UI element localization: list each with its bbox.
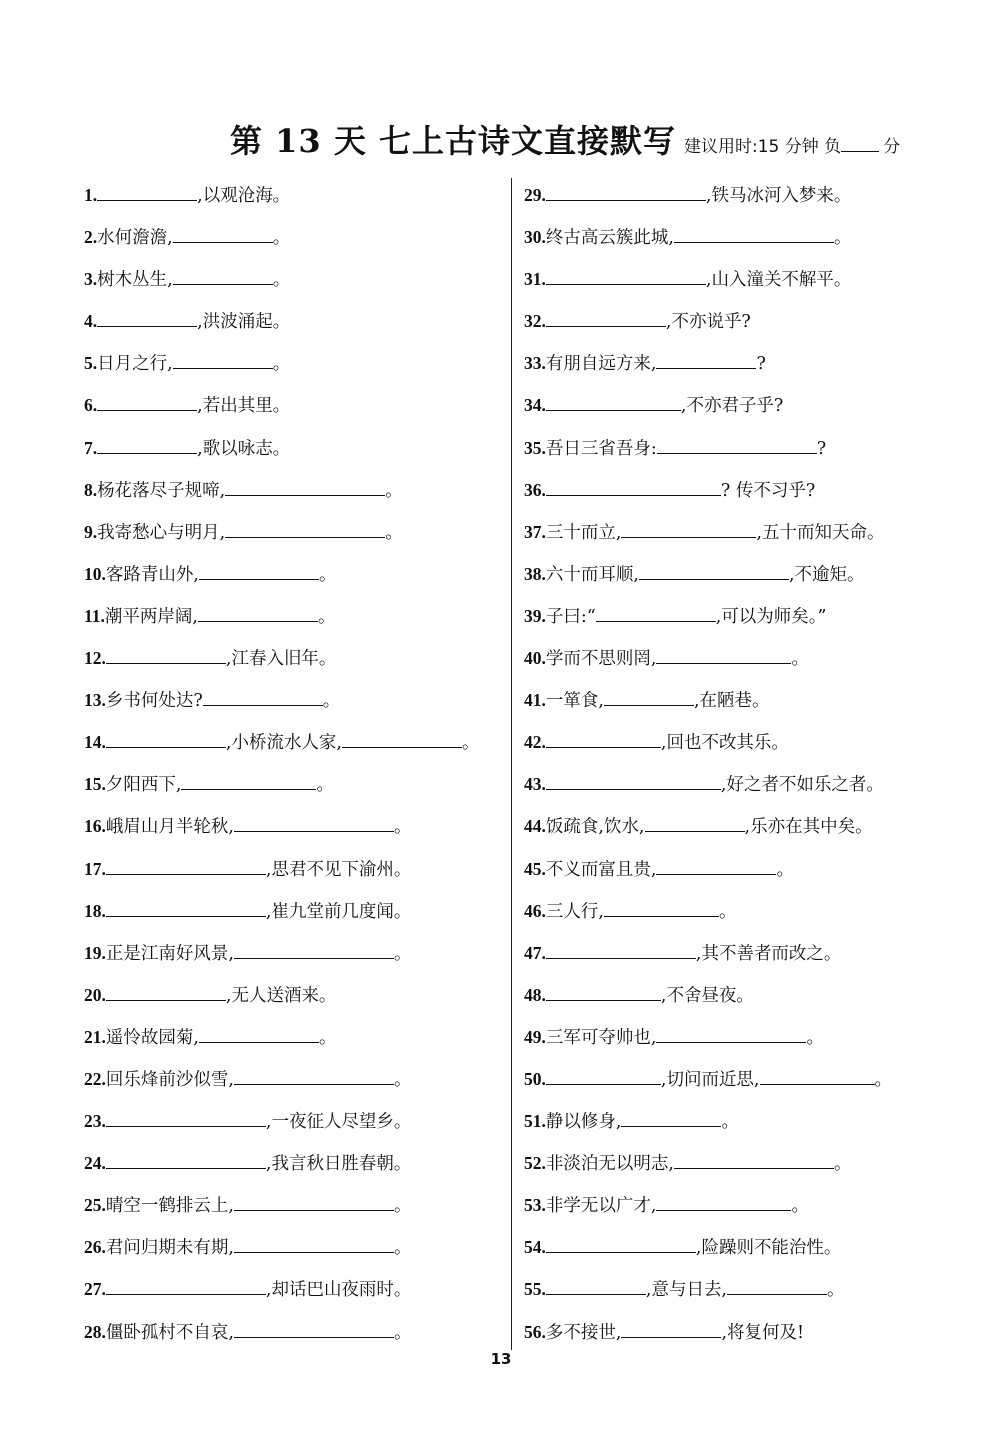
question-prompt-text: 有朋自远方来,	[545, 354, 657, 375]
answer-blank[interactable]	[546, 392, 681, 411]
answer-blank[interactable]	[674, 1150, 834, 1169]
question-item	[84, 1311, 504, 1353]
question-item	[524, 427, 964, 469]
question-number: 52.	[524, 1153, 546, 1174]
answer-blank[interactable]	[106, 982, 226, 1001]
question-prompt-text: 三十而立,	[545, 522, 622, 543]
question-number: 43.	[524, 774, 546, 795]
question-number: 51.	[524, 1111, 546, 1132]
answer-blank[interactable]	[97, 308, 197, 327]
question-following-text: 。	[833, 1154, 852, 1175]
answer-blank[interactable]	[674, 224, 834, 243]
question-prompt-text: 我寄愁心与明月,	[97, 522, 226, 543]
question-item	[524, 1142, 964, 1184]
answer-blank[interactable]	[225, 477, 385, 496]
question-item	[524, 1100, 964, 1142]
question-number: 23.	[84, 1111, 106, 1132]
answer-blank[interactable]	[621, 519, 756, 538]
question-number: 32.	[524, 311, 546, 332]
question-number: 8.	[84, 479, 98, 500]
question-prompt-text: 僵卧孤村不自哀,	[105, 1322, 234, 1343]
question-item	[524, 174, 964, 216]
question-number: 18.	[84, 900, 106, 921]
question-following-text: ,险躁则不能治性。	[695, 1238, 842, 1259]
question-following-text: 。	[393, 1322, 412, 1343]
question-item	[84, 1268, 504, 1310]
question-item	[84, 258, 504, 300]
question-following-text: ,好之者不如乐之者。	[720, 775, 884, 796]
question-following-text: ,我言秋日胜春朝。	[265, 1154, 412, 1175]
question-following-text: ,其不善者而改之。	[695, 943, 842, 964]
question-following-text: 。	[791, 649, 809, 670]
question-following-text: ,不亦君子乎?	[680, 396, 784, 417]
question-item	[524, 637, 964, 679]
question-following-text: ,思君不见下渝州。	[265, 859, 412, 880]
question-prompt-text: 三军可夺帅也,	[545, 1027, 657, 1048]
question-following-text: 。	[317, 606, 336, 627]
question-number: 4.	[84, 311, 98, 332]
worksheet-title: 第 13 天 七上古诗文直接默写	[230, 122, 676, 160]
question-item	[84, 595, 504, 637]
question-prompt-text: 终古高云簇此城,	[545, 228, 674, 249]
question-number: 31.	[524, 269, 546, 290]
question-following-text: 。	[272, 270, 291, 291]
question-following-text: ?	[756, 354, 766, 375]
question-prompt-text: 不义而富且贵,	[545, 859, 657, 880]
answer-blank[interactable]	[97, 182, 197, 201]
question-number: 41.	[524, 690, 546, 711]
question-number: 46.	[524, 900, 546, 921]
question-item	[524, 469, 964, 511]
answer-blank[interactable]	[546, 1066, 661, 1085]
question-item	[84, 637, 504, 679]
page-number: 13	[490, 1350, 512, 1368]
answer-blank[interactable]	[203, 687, 323, 706]
question-following-text: ,若出其里。	[197, 396, 291, 417]
answer-blank[interactable]	[234, 940, 394, 959]
question-following-text: ,不逾矩。	[788, 564, 865, 585]
question-following-text: 。	[393, 943, 412, 964]
question-following-text: 。	[272, 228, 291, 249]
score-blank[interactable]	[841, 137, 879, 152]
question-item	[524, 848, 964, 890]
question-number: 16.	[84, 816, 106, 837]
question-number: 26.	[84, 1237, 106, 1258]
question-following-text: ,切问而近思,	[660, 1069, 760, 1090]
question-number: 34.	[524, 395, 546, 416]
question-prompt-text: 学而不思则罔,	[545, 649, 657, 670]
question-item	[84, 1184, 504, 1226]
answer-blank[interactable]	[656, 645, 791, 664]
question-number: 15.	[84, 774, 106, 795]
question-following-text: 。	[718, 901, 737, 922]
answer-blank[interactable]	[234, 813, 394, 832]
question-number: 30.	[524, 227, 546, 248]
question-following-text: 。	[385, 522, 403, 543]
question-number: 49.	[524, 1026, 546, 1047]
column-divider	[511, 178, 512, 1350]
question-following-text: ,以观沧海。	[197, 186, 291, 206]
question-number: 56.	[524, 1321, 546, 1342]
answer-blank[interactable]	[546, 266, 706, 285]
answer-blank[interactable]	[106, 1276, 266, 1295]
answer-blank[interactable]	[656, 1192, 791, 1211]
answer-blank[interactable]	[656, 1024, 806, 1043]
question-following-text: ?	[816, 438, 827, 459]
question-prompt-text: 一箪食,	[545, 691, 604, 712]
question-following-text: 。	[462, 733, 480, 754]
question-item	[84, 384, 504, 426]
question-number: 5.	[84, 353, 98, 374]
question-number: 53.	[524, 1195, 546, 1216]
answer-blank[interactable]	[199, 561, 319, 580]
question-following-text: ,回也不改其乐。	[660, 733, 789, 754]
question-item	[524, 553, 964, 595]
question-item	[524, 1016, 964, 1058]
question-prompt-text: 潮平两岸阔,	[104, 606, 198, 627]
question-following-text: ,乐亦在其中矣。	[744, 817, 873, 838]
question-following-text: 。	[393, 817, 412, 838]
question-item	[524, 1226, 964, 1268]
answer-blank[interactable]	[106, 645, 226, 664]
question-following-text: 。	[833, 228, 852, 249]
question-number: 38.	[524, 563, 546, 584]
question-following-text: 。	[393, 1238, 412, 1259]
question-item	[524, 974, 964, 1016]
answer-blank[interactable]	[645, 813, 745, 832]
question-number: 33.	[524, 353, 546, 374]
question-item	[524, 763, 964, 805]
question-following-text: ,不亦说乎?	[665, 312, 751, 333]
answer-blank[interactable]	[604, 687, 694, 706]
answer-blank[interactable]	[546, 771, 721, 790]
question-item	[524, 890, 964, 932]
question-prompt-text: 非学无以广才,	[545, 1196, 657, 1217]
question-number: 42.	[524, 732, 546, 753]
question-item	[84, 469, 504, 511]
question-number: 1.	[84, 185, 98, 205]
question-following-text: 。	[791, 1196, 809, 1217]
question-following-text: ,五十而知天命。	[756, 522, 885, 543]
question-following-text: ,在陋巷。	[693, 691, 770, 712]
answer-blank[interactable]	[656, 350, 756, 369]
answer-blank[interactable]	[234, 1066, 394, 1085]
question-item	[84, 511, 504, 553]
question-item	[84, 1058, 504, 1100]
question-item	[524, 1268, 964, 1310]
answer-blank[interactable]	[234, 1319, 394, 1338]
answer-blank[interactable]	[546, 1276, 646, 1295]
question-number: 12.	[84, 648, 106, 669]
answer-blank[interactable]	[97, 392, 197, 411]
score-unit: 分	[883, 137, 901, 157]
question-item	[524, 1058, 964, 1100]
question-item	[524, 384, 964, 426]
question-number: 11.	[84, 605, 105, 626]
question-prompt-text: 树木丛生,	[97, 270, 173, 291]
question-number: 13.	[84, 690, 106, 711]
question-number: 10.	[84, 563, 106, 584]
answer-blank[interactable]	[621, 1108, 721, 1127]
question-following-text: ,一夜征人尽望乡。	[265, 1112, 412, 1133]
question-number: 19.	[84, 942, 106, 963]
answer-blank[interactable]	[198, 603, 318, 622]
question-number: 6.	[84, 395, 98, 416]
question-item	[84, 890, 504, 932]
answer-blank[interactable]	[546, 982, 661, 1001]
question-item	[84, 721, 504, 763]
question-item	[84, 1142, 504, 1184]
answer-blank[interactable]	[173, 224, 273, 243]
question-following-text: ,崔九堂前几度闻。	[265, 901, 412, 922]
answer-blank[interactable]	[546, 940, 696, 959]
answer-blank[interactable]	[639, 561, 789, 580]
question-following-text: 。	[776, 859, 794, 880]
question-following-text: 。	[393, 1069, 412, 1090]
question-number: 27.	[84, 1279, 106, 1300]
answer-blank[interactable]	[106, 1108, 266, 1127]
question-prompt-text: 日月之行,	[97, 354, 173, 375]
question-following-text: ,洪波涌起。	[197, 312, 291, 333]
question-number: 24.	[84, 1153, 106, 1174]
question-number: 36.	[524, 479, 546, 500]
question-number: 45.	[524, 858, 546, 879]
answer-blank[interactable]	[546, 1234, 696, 1253]
question-following-text: 。	[827, 1280, 845, 1301]
question-number: 55.	[524, 1279, 546, 1300]
question-following-text: ,山入潼关不解平。	[705, 270, 852, 291]
answer-blank[interactable]	[621, 1319, 721, 1338]
question-following-text: 。	[385, 480, 403, 501]
question-number: 3.	[84, 269, 98, 290]
answer-blank[interactable]	[657, 435, 817, 454]
question-number: 14.	[84, 732, 106, 753]
question-prompt-text: 客路青山外,	[105, 564, 199, 585]
question-following-text: 。	[393, 1196, 412, 1217]
question-item	[84, 1016, 504, 1058]
question-following-text: ? 传不习乎?	[720, 480, 816, 501]
question-item	[84, 805, 504, 847]
answer-blank[interactable]	[546, 729, 661, 748]
left-question-column	[84, 174, 504, 1354]
question-following-text: ,歌以咏志。	[197, 438, 291, 459]
question-following-text: ,无人送酒来。	[225, 985, 337, 1006]
question-number: 29.	[524, 185, 546, 205]
question-number: 2.	[84, 227, 98, 248]
question-item	[524, 300, 964, 342]
question-number: 17.	[84, 858, 106, 879]
time-hint: 建议用时:15 分钟 负	[683, 137, 842, 157]
page-title	[230, 116, 910, 160]
question-item	[524, 679, 964, 721]
question-following-text: 。	[874, 1069, 893, 1090]
answer-blank[interactable]	[234, 1234, 394, 1253]
question-prompt-text: 非淡泊无以明志,	[545, 1154, 674, 1175]
question-prompt-text: 静以修身,	[545, 1112, 622, 1133]
question-prompt-text: 遥怜故园菊,	[105, 1027, 199, 1048]
question-number: 50.	[524, 1068, 546, 1089]
question-number: 28.	[84, 1321, 106, 1342]
question-number: 20.	[84, 984, 106, 1005]
question-prompt-text: 夕阳西下,	[105, 775, 182, 796]
question-following-text: 。	[721, 1112, 739, 1133]
answer-blank[interactable]	[106, 729, 226, 748]
question-item	[84, 763, 504, 805]
question-prompt-text: 饭疏食,饮水,	[545, 817, 645, 838]
question-prompt-text: 子曰:“	[545, 606, 596, 627]
answer-blank[interactable]	[727, 1276, 827, 1295]
question-prompt-text: 杨花落尽子规啼,	[97, 480, 226, 501]
answer-blank[interactable]	[760, 1066, 875, 1085]
question-item	[84, 342, 504, 384]
question-item	[524, 1311, 964, 1353]
answer-blank[interactable]	[342, 729, 462, 748]
question-number: 39.	[524, 605, 546, 626]
question-prompt-text: 吾日三省吾身:	[545, 438, 657, 459]
question-following-text: ,却话巴山夜雨时。	[265, 1280, 412, 1301]
question-number: 25.	[84, 1195, 106, 1216]
answer-blank[interactable]	[173, 350, 273, 369]
question-item	[84, 216, 504, 258]
question-number: 40.	[524, 648, 546, 669]
answer-blank[interactable]	[546, 477, 721, 496]
answer-blank[interactable]	[546, 182, 706, 201]
question-number: 9.	[84, 521, 98, 542]
question-number: 22.	[84, 1068, 106, 1089]
answer-blank[interactable]	[234, 1192, 394, 1211]
answer-blank[interactable]	[604, 898, 719, 917]
question-following-text: ,不舍昼夜。	[660, 985, 754, 1006]
answer-blank[interactable]	[199, 1024, 319, 1043]
question-item	[524, 342, 964, 384]
question-number: 44.	[524, 816, 546, 837]
question-number: 37.	[524, 521, 546, 542]
question-prompt-text: 峨眉山月半轮秋,	[105, 817, 234, 838]
question-item	[84, 174, 504, 216]
question-item	[524, 258, 964, 300]
question-prompt-text: 乡书何处达?	[105, 691, 203, 712]
question-following-text: 。	[322, 691, 341, 712]
question-prompt-text: 多不接世,	[545, 1322, 622, 1343]
question-following-text: 。	[316, 775, 334, 796]
question-item	[524, 216, 964, 258]
question-following-text: ,可以为师矣。”	[715, 606, 827, 627]
question-item	[524, 805, 964, 847]
question-following-text: ,铁马冰河入梦来。	[705, 186, 852, 206]
answer-blank[interactable]	[546, 308, 666, 327]
question-prompt-text: 水何澹澹,	[97, 228, 173, 249]
question-prompt-text: 晴空一鹤排云上,	[105, 1196, 234, 1217]
question-number: 21.	[84, 1026, 106, 1047]
question-prompt-text: 回乐烽前沙似雪,	[105, 1069, 234, 1090]
right-question-column	[524, 174, 964, 1354]
question-item	[84, 1100, 504, 1142]
question-item	[524, 1184, 964, 1226]
question-prompt-text: 君问归期未有期,	[105, 1238, 234, 1259]
answer-blank[interactable]	[173, 266, 273, 285]
question-number: 47.	[524, 942, 546, 963]
question-item	[524, 595, 964, 637]
question-item	[84, 427, 504, 469]
question-number: 7.	[84, 437, 98, 458]
question-following-text: 。	[806, 1027, 824, 1048]
answer-blank[interactable]	[225, 519, 385, 538]
question-item	[84, 1226, 504, 1268]
question-prompt-text: 正是江南好风景,	[105, 943, 234, 964]
answer-blank[interactable]	[106, 898, 266, 917]
question-item	[524, 721, 964, 763]
question-item	[84, 300, 504, 342]
answer-blank[interactable]	[596, 603, 716, 622]
question-following-text: ,意与日去,	[645, 1280, 728, 1301]
question-item	[524, 932, 964, 974]
answer-blank[interactable]	[106, 856, 266, 875]
answer-blank[interactable]	[181, 771, 316, 790]
question-item	[84, 848, 504, 890]
answer-blank[interactable]	[106, 1150, 266, 1169]
answer-blank[interactable]	[97, 435, 197, 454]
question-following-text: ,小桥流水人家,	[225, 733, 343, 754]
question-following-text: 。	[318, 1027, 337, 1048]
question-item	[84, 932, 504, 974]
question-following-text: 。	[318, 564, 337, 585]
question-following-text: ,将复何及!	[721, 1322, 805, 1343]
question-item	[84, 974, 504, 1016]
question-following-text: 。	[272, 354, 291, 375]
question-number: 54.	[524, 1237, 546, 1258]
question-item	[84, 679, 504, 721]
question-prompt-text: 三人行,	[545, 901, 604, 922]
question-following-text: ,江春入旧年。	[225, 649, 337, 670]
answer-blank[interactable]	[656, 856, 776, 875]
question-number: 35.	[524, 437, 546, 458]
question-item	[524, 511, 964, 553]
question-prompt-text: 六十而耳顺,	[545, 564, 639, 585]
question-number: 48.	[524, 984, 546, 1005]
question-item	[84, 553, 504, 595]
